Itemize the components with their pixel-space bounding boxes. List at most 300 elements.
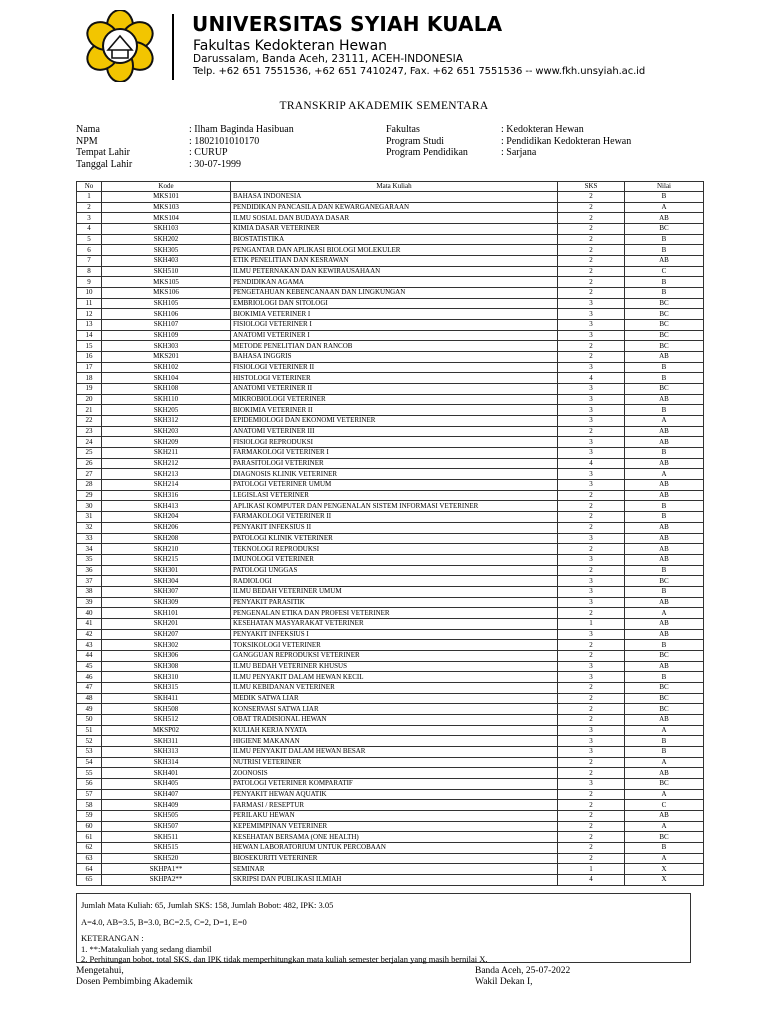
row-nilai: AB [625,661,704,672]
row-mata-kuliah: KEPEMIMPINAN VETERINER [231,821,558,832]
row-sks: 3 [558,298,625,309]
table-row [77,714,704,725]
row-sks: 3 [558,480,625,491]
row-mata-kuliah: ANATOMI VETERINER I [231,330,558,341]
row-sks: 3 [558,405,625,416]
col-header-nilai: Nilai [625,182,704,192]
summary-totals: Jumlah Mata Kuliah: 65, Jumlah SKS: 158, Jumlah Bobot: 482, IPK: 3.05 [81,900,334,910]
row-mata-kuliah: FISIOLOGI VETERINER II [231,362,558,373]
row-sks: 3 [558,394,625,405]
table-row [77,746,704,757]
row-mata-kuliah: NUTRISI VETERINER [231,757,558,768]
row-kode: SKH108 [102,384,231,395]
transcript-table [76,181,704,886]
row-kode: SKHPA1** [102,864,231,875]
row-nilai: B [625,448,704,459]
row-sks: 2 [558,650,625,661]
row-nilai: B [625,746,704,757]
row-nilai: B [625,277,704,288]
row-nilai: B [625,405,704,416]
row-nilai: BC [625,832,704,843]
row-no: 48 [77,693,102,704]
row-no: 30 [77,501,102,512]
row-mata-kuliah: EPIDEMIOLOGI DAN EKONOMI VETERINER [231,416,558,427]
row-kode: SKH201 [102,618,231,629]
row-no: 33 [77,533,102,544]
row-kode: SKH202 [102,234,231,245]
row-mata-kuliah: FISIOLOGI REPRODUKSI [231,437,558,448]
row-no: 35 [77,554,102,565]
row-nilai: B [625,192,704,203]
table-row [77,426,704,437]
row-nilai: AB [625,629,704,640]
row-no: 44 [77,650,102,661]
row-no: 59 [77,810,102,821]
student-info-left [76,124,294,171]
table-row [77,672,704,683]
signature-right [475,966,570,988]
row-sks: 2 [558,266,625,277]
faculty-address: Darussalam, Banda Aceh, 23111, ACEH-INDONESIA [193,53,463,65]
table-row [77,736,704,747]
university-name: UNIVERSITAS SYIAH KUALA [192,12,503,36]
table-row [77,352,704,363]
row-no: 15 [77,341,102,352]
row-no: 63 [77,853,102,864]
row-sks: 3 [558,746,625,757]
row-nilai: AB [625,714,704,725]
row-mata-kuliah: APLIKASI KOMPUTER DAN PENGENALAN SISTEM INFORMASI VETERINER [231,501,558,512]
table-row [77,725,704,736]
row-kode: SKH314 [102,757,231,768]
row-mata-kuliah: ANATOMI VETERINER III [231,426,558,437]
info-row [76,124,294,136]
signature-left-line1: Mengetahui, [76,966,124,976]
row-sks: 2 [558,426,625,437]
row-sks: 2 [558,490,625,501]
row-no: 23 [77,426,102,437]
row-no: 14 [77,330,102,341]
table-row [77,832,704,843]
row-sks: 2 [558,192,625,203]
row-sks: 3 [558,778,625,789]
row-sks: 2 [558,512,625,523]
row-kode: SKH511 [102,832,231,843]
row-kode: MKS104 [102,213,231,224]
row-sks: 3 [558,554,625,565]
table-row [77,650,704,661]
table-row [77,821,704,832]
row-nilai: B [625,842,704,853]
row-no: 29 [77,490,102,501]
row-kode: SKH303 [102,341,231,352]
row-kode: SKH310 [102,672,231,683]
row-sks: 3 [558,416,625,427]
row-no: 34 [77,544,102,555]
row-mata-kuliah: FARMAKOLOGI VETERINER II [231,512,558,523]
row-sks: 3 [558,448,625,459]
row-sks: 3 [558,576,625,587]
row-nilai: B [625,640,704,651]
row-nilai: AB [625,768,704,779]
row-mata-kuliah: ILMU SOSIAL DAN BUDAYA DASAR [231,213,558,224]
row-no: 31 [77,512,102,523]
row-kode: SKH407 [102,789,231,800]
row-kode: SKH104 [102,373,231,384]
row-sks: 2 [558,842,625,853]
row-no: 46 [77,672,102,683]
row-mata-kuliah: ILMU KEBIDANAN VETERINER [231,682,558,693]
info-value: : CURUP [189,147,228,159]
row-kode: MKS103 [102,202,231,213]
table-row [77,277,704,288]
row-kode: MKS201 [102,352,231,363]
row-nilai: B [625,288,704,299]
row-mata-kuliah: LEGISLASI VETERINER [231,490,558,501]
row-kode: SKH401 [102,768,231,779]
row-mata-kuliah: PATOLOGI KLINIK VETERINER [231,533,558,544]
row-sks: 1 [558,618,625,629]
table-row [77,288,704,299]
row-sks: 3 [558,362,625,373]
table-row [77,522,704,533]
row-no: 28 [77,480,102,491]
table-row [77,565,704,576]
table-row [77,245,704,256]
row-sks: 3 [558,661,625,672]
info-label: Nama [76,124,100,135]
table-row [77,234,704,245]
row-sks: 2 [558,288,625,299]
signature-right-line1: Banda Aceh, 25-07-2022 [475,966,571,976]
table-row [77,501,704,512]
row-mata-kuliah: KONSERVASI SATWA LIAR [231,704,558,715]
row-kode: MKS101 [102,192,231,203]
row-nilai: A [625,821,704,832]
row-kode: SKH213 [102,469,231,480]
row-mata-kuliah: MIKROBIOLOGI VETERINER [231,394,558,405]
row-sks: 2 [558,202,625,213]
row-sks: 2 [558,277,625,288]
row-mata-kuliah: PATOLOGI VETERINER UMUM [231,480,558,491]
row-mata-kuliah: ILMU PENYAKIT DALAM HEWAN BESAR [231,746,558,757]
info-value: : 30-07-1999 [189,159,241,171]
row-nilai: AB [625,256,704,267]
info-label: Program Pendidikan [386,147,468,159]
row-no: 36 [77,565,102,576]
row-nilai: B [625,373,704,384]
row-nilai: AB [625,810,704,821]
row-nilai: B [625,501,704,512]
row-mata-kuliah: SEMINAR [231,864,558,875]
row-no: 57 [77,789,102,800]
info-label: Tanggal Lahir [76,159,133,171]
row-mata-kuliah: SKRIPSI DAN PUBLIKASI ILMIAH [231,875,558,886]
row-kode: SKH307 [102,586,231,597]
row-mata-kuliah: FISIOLOGI VETERINER I [231,320,558,331]
table-row [77,298,704,309]
row-sks: 2 [558,693,625,704]
row-no: 62 [77,842,102,853]
row-kode: SKH409 [102,800,231,811]
row-sks: 2 [558,245,625,256]
table-row [77,202,704,213]
table-row [77,810,704,821]
row-nilai: B [625,512,704,523]
row-kode: SKH206 [102,522,231,533]
table-row [77,416,704,427]
row-kode: SKH313 [102,746,231,757]
row-no: 19 [77,384,102,395]
table-row [77,437,704,448]
table-row [77,842,704,853]
row-nilai: AB [625,533,704,544]
grade-scale: A=4.0, AB=3.5, B=3.0, BC=2.5, C=2, D=1, E=0 [81,916,247,927]
table-row [77,490,704,501]
row-kode: SKH101 [102,608,231,619]
table-row [77,682,704,693]
row-nilai: A [625,757,704,768]
row-no: 7 [77,256,102,267]
table-row [77,384,704,395]
table-row [77,608,704,619]
student-info-right [386,124,631,159]
row-mata-kuliah: MEDIK SATWA LIAR [231,693,558,704]
info-label: NPM [76,135,98,147]
row-no: 6 [77,245,102,256]
row-no: 32 [77,522,102,533]
row-no: 64 [77,864,102,875]
row-nilai: A [625,725,704,736]
col-header-sks: SKS [558,182,625,192]
row-sks: 3 [558,736,625,747]
row-kode: SKH316 [102,490,231,501]
row-nilai: A [625,608,704,619]
signature-left-line2: Dosen Pembimbing Akademik [76,977,193,987]
row-mata-kuliah: EMBRIOLOGI DAN SITOLOGI [231,298,558,309]
row-mata-kuliah: ILMU PENYAKIT DALAM HEWAN KECIL [231,672,558,683]
info-row [76,159,294,171]
row-sks: 2 [558,800,625,811]
row-nilai: BC [625,341,704,352]
note-item: 1. **:Matakuliah yang sedang diambil [81,943,212,954]
info-value: : Ilham Baginda Hasibuan [189,124,294,135]
row-no: 11 [77,298,102,309]
row-kode: SKH102 [102,362,231,373]
university-logo-icon [74,10,166,82]
summary-box [76,893,691,963]
row-kode: SKH508 [102,704,231,715]
row-sks: 1 [558,864,625,875]
row-kode: SKH105 [102,298,231,309]
row-kode: SKH109 [102,330,231,341]
table-row [77,586,704,597]
row-kode: SKH207 [102,629,231,640]
row-nilai: BC [625,704,704,715]
row-kode: SKH211 [102,448,231,459]
row-mata-kuliah: GANGGUAN REPRODUKSI VETERINER [231,650,558,661]
row-no: 65 [77,875,102,886]
row-no: 43 [77,640,102,651]
row-sks: 3 [558,586,625,597]
table-row [77,213,704,224]
row-kode: SKH305 [102,245,231,256]
row-nilai: BC [625,778,704,789]
row-no: 40 [77,608,102,619]
row-kode: SKH520 [102,853,231,864]
table-row [77,394,704,405]
row-no: 10 [77,288,102,299]
row-no: 25 [77,448,102,459]
row-no: 41 [77,618,102,629]
row-nilai: A [625,416,704,427]
row-no: 55 [77,768,102,779]
row-kode: SKH311 [102,736,231,747]
table-row [77,373,704,384]
row-no: 47 [77,682,102,693]
row-mata-kuliah: BIOKIMIA VETERINER I [231,309,558,320]
row-nilai: A [625,469,704,480]
row-kode: SKH301 [102,565,231,576]
row-kode: SKH212 [102,458,231,469]
row-sks: 2 [558,810,625,821]
row-mata-kuliah: OBAT TRADISIONAL HEWAN [231,714,558,725]
row-sks: 2 [558,768,625,779]
table-row [77,640,704,651]
row-sks: 2 [558,853,625,864]
row-mata-kuliah: ILMU PETERNAKAN DAN KEWIRAUSAHAAN [231,266,558,277]
row-no: 58 [77,800,102,811]
row-mata-kuliah: TEKNOLOGI REPRODUKSI [231,544,558,555]
table-row [77,618,704,629]
row-no: 5 [77,234,102,245]
info-label: Program Studi [386,135,445,147]
row-nilai: BC [625,309,704,320]
table-row [77,597,704,608]
table-row [77,778,704,789]
row-nilai: BC [625,330,704,341]
row-nilai: B [625,245,704,256]
row-sks: 3 [558,309,625,320]
row-kode: SKH209 [102,437,231,448]
row-nilai: BC [625,682,704,693]
row-sks: 2 [558,640,625,651]
row-sks: 2 [558,213,625,224]
row-nilai: AB [625,458,704,469]
row-mata-kuliah: KULIAH KERJA NYATA [231,725,558,736]
row-kode: SKH210 [102,544,231,555]
row-nilai: A [625,789,704,800]
row-mata-kuliah: FARMASI / RESEPTUR [231,800,558,811]
row-nilai: B [625,672,704,683]
row-kode: SKH106 [102,309,231,320]
row-mata-kuliah: BIOSTATISTIKA [231,234,558,245]
row-mata-kuliah: PENYAKIT INFEKSIUS I [231,629,558,640]
row-mata-kuliah: BAHASA INDONESIA [231,192,558,203]
row-sks: 2 [558,256,625,267]
info-label: Tempat Lahir [76,147,130,159]
row-mata-kuliah: PATOLOGI VETERINER KOMPARATIF [231,778,558,789]
table-row [77,757,704,768]
row-kode: SKH204 [102,512,231,523]
row-mata-kuliah: IMUNOLOGI VETERINER [231,554,558,565]
table-row [77,704,704,715]
row-kode: SKH515 [102,842,231,853]
row-mata-kuliah: PENYAKIT HEWAN AQUATIK [231,789,558,800]
row-no: 3 [77,213,102,224]
row-kode: SKH512 [102,714,231,725]
row-nilai: AB [625,618,704,629]
row-no: 20 [77,394,102,405]
info-row [76,136,294,148]
info-value: : 1802101010170 [189,135,260,147]
row-mata-kuliah: PENDIDIKAN PANCASILA DAN KEWARGANEGARAAN [231,202,558,213]
row-mata-kuliah: ILMU BEDAH VETERINER KHUSUS [231,661,558,672]
table-row [77,512,704,523]
table-row [77,629,704,640]
row-no: 18 [77,373,102,384]
row-no: 37 [77,576,102,587]
info-value: : Pendidikan Kedokteran Hewan [501,135,632,147]
row-sks: 2 [558,757,625,768]
table-row [77,320,704,331]
row-kode: SKH107 [102,320,231,331]
row-sks: 3 [558,437,625,448]
row-nilai: BC [625,650,704,661]
row-nilai: AB [625,426,704,437]
row-mata-kuliah: PENGENALAN ETIKA DAN PROFESI VETERINER [231,608,558,619]
row-nilai: AB [625,554,704,565]
info-row [386,147,631,159]
row-nilai: C [625,266,704,277]
info-row [76,147,294,159]
row-kode: SKH306 [102,650,231,661]
row-kode: SKH403 [102,256,231,267]
row-mata-kuliah: PARASITOLOGI VETERINER [231,458,558,469]
table-row [77,192,704,203]
row-no: 38 [77,586,102,597]
row-no: 49 [77,704,102,715]
info-row [386,124,631,136]
row-nilai: BC [625,693,704,704]
table-row [77,661,704,672]
row-mata-kuliah: FARMAKOLOGI VETERINER I [231,448,558,459]
row-mata-kuliah: KIMIA DASAR VETERINER [231,224,558,235]
info-value: : Sarjana [501,147,537,159]
row-no: 22 [77,416,102,427]
row-no: 21 [77,405,102,416]
row-nilai: BC [625,320,704,331]
row-no: 52 [77,736,102,747]
row-sks: 2 [558,832,625,843]
row-kode: SKH315 [102,682,231,693]
row-kode: SKH302 [102,640,231,651]
faculty-contact: Telp. +62 651 7551536, +62 651 7410247, Fax. +62 651 7551536 -- www.fkh.unsyiah.ac.id [193,66,646,77]
row-sks: 2 [558,789,625,800]
row-sks: 2 [558,501,625,512]
row-kode: SKH309 [102,597,231,608]
row-no: 54 [77,757,102,768]
info-value: : Kedokteran Hewan [501,124,584,135]
row-sks: 3 [558,320,625,331]
signature-left [76,966,193,988]
row-kode: MKS106 [102,288,231,299]
row-sks: 2 [558,522,625,533]
row-mata-kuliah: PENGANTAR DAN APLIKASI BIOLOGI MOLEKULER [231,245,558,256]
row-no: 27 [77,469,102,480]
col-header-no: No [77,182,102,192]
row-kode: SKH411 [102,693,231,704]
